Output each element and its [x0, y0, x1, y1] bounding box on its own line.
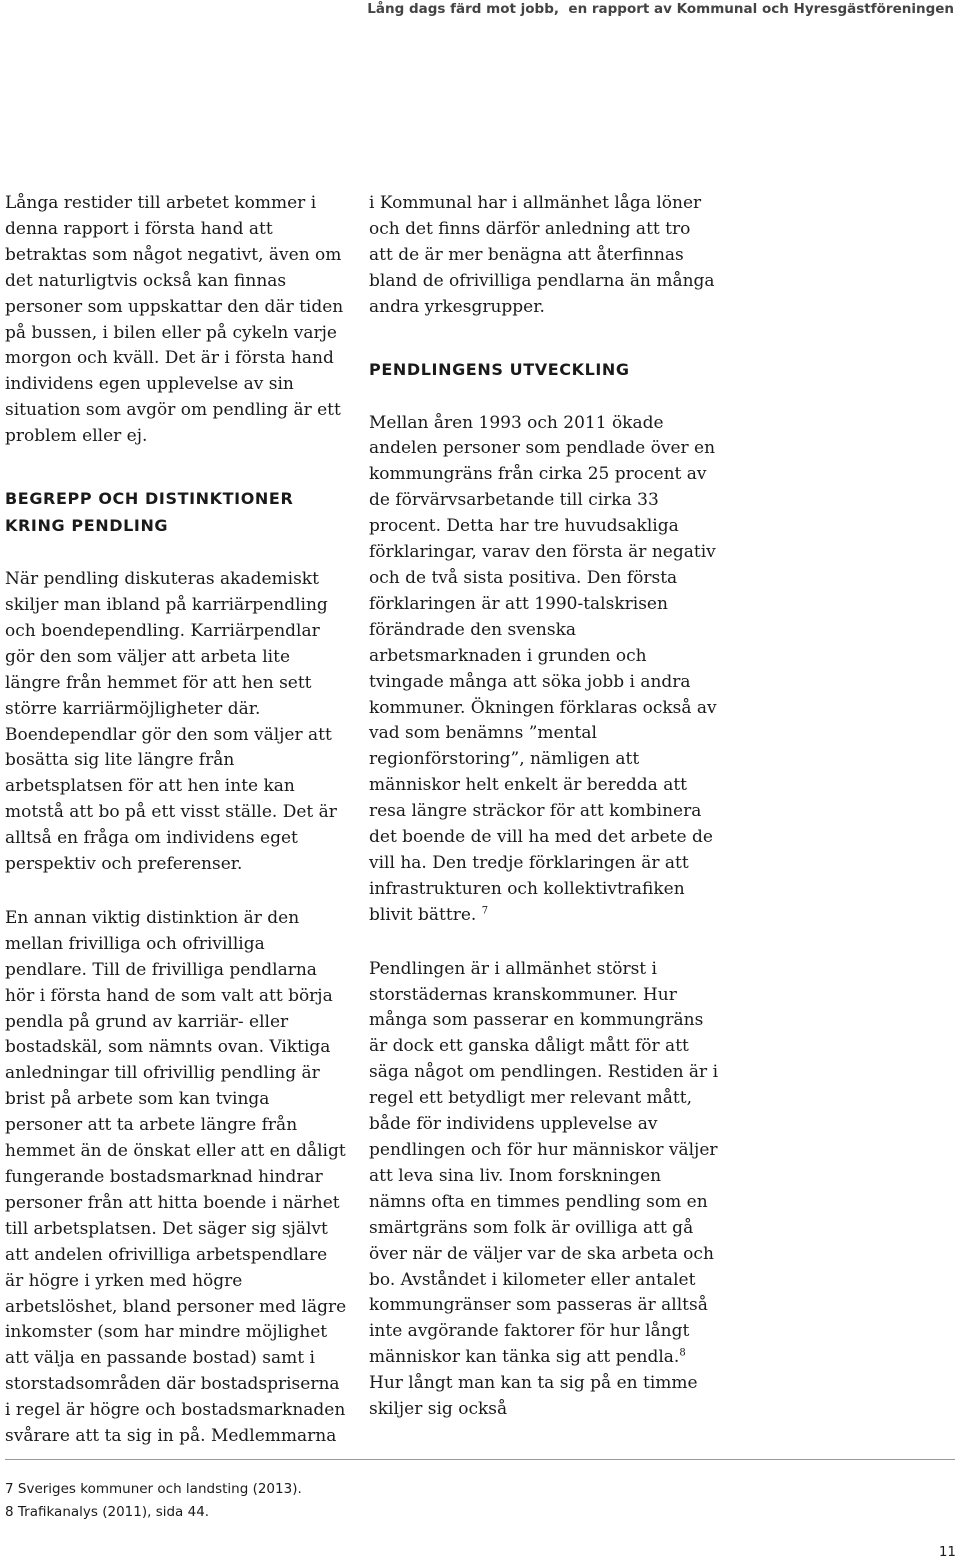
page-number: 11 — [938, 1544, 956, 1560]
paragraph-utveckling — [369, 411, 719, 929]
heading-line-2: KRING PENDLING — [5, 516, 169, 536]
paragraph-kranskommuner — [369, 957, 719, 1423]
section-heading-begrepp — [5, 485, 350, 539]
paragraph-kommunal: i Kommunal har i allmänhet låga löner och det finns därför anledning att tro att de är mer benägna att återfinnas bland de ofrivilliga pendlarna än många andra yrkesgrupper. — [369, 193, 715, 317]
right-column — [369, 191, 719, 1423]
paragraph-frivilliga: En annan viktig distinktion är den mellan frivilliga och ofrivilliga pendlare. Till de frivilliga pendlarna hör i första hand de som valt att börja pendla på grund av karriär- eller bostadskäl, som nämnts ovan. Viktiga anledningar till ofrivillig pendling är brist på arbete som kan tvinga personer att ta arbete längre från hemmet än de önskat eller att en dåligt fungerande bostadsmarknad hindrar personer från att hitta boende i närhet till arbetsplatsen. Det säger sig självt att andelen ofrivilliga arbetspendlare är högre i yrken med högre arbetslöshet, bland personer med lägre inkomster (som har mindre möjlighet att välja en passande bostad) samt i storstadsområden där bostadspriserna i regel är högre och bostadsmarknaden svårare att ta sig in på. Medlemmarna — [5, 907, 347, 1447]
footnotes — [5, 1478, 302, 1524]
section-heading-utveckling: PENDLINGENS UTVECKLING — [369, 359, 630, 379]
footnote-ref-8[interactable]: 8 — [679, 1347, 686, 1359]
left-column — [5, 191, 350, 1450]
footnote-8: 8 Trafikanalys (2011), sida 44. — [5, 1504, 210, 1520]
paragraph-karriarpendling: När pendling diskuteras akademiskt skiljer man ibland på karriärpendling och boendependling. Karriärpendlar gör den som väljer att arbeta lite längre från hemmet för att hen sett större karriärmöjligheter där. Boendependlar gör den som väljer att bosätta sig lite längre från arbetsplatsen för att hen inte kan motstå att bo på ett visst ställe. Det är alltså en fråga om individens eget perspektiv och preferenser. — [5, 569, 337, 875]
footnote-7: 7 Sveriges kommuner och landsting (2013). — [5, 1481, 302, 1497]
footnote-ref-7[interactable]: 7 — [481, 905, 489, 917]
footnote-divider — [5, 1459, 955, 1460]
heading-line-1: BEGREPP OCH DISTINKTIONER — [5, 489, 294, 509]
paragraph-kranskommuner-text: Pendlingen är i allmänhet störst i storstädernas kranskommuner. Hur många som passerar en kommungräns är dock ett ganska dåligt mått för att säga något om pendlingen. Restiden är i regel ett betydligt mer relevant mått, både för individens upplevelse av pendlingen och för hur människor väljer att leva sina liv. Inom forskningen nämns ofta en timmes pendling som en smärtgräns som folk är ovilliga att gå över när de väljer var de ska arbeta och bo. Avståndet i kilometer eller antalet kommungränser som passeras är alltså inte avgörande faktorer för hur långt människor kan tänka sig att pendla. — [369, 958, 719, 1368]
intro-paragraph: Långa restider till arbetet kommer i denna rapport i första hand att betraktas som något negativt, även om det naturligtvis också kan finnas personer som uppskattar den där tiden på bussen, i bilen eller på cykeln varje morgon och kväll. Det är i första hand individens egen upplevelse av sin situation som avgör om pendling är ett problem eller ej. — [5, 193, 344, 447]
running-header: Lång dags färd mot jobb, en rapport av Kommunal och Hyresgästföreningen — [367, 1, 954, 17]
paragraph-kranskommuner-cont: Hur långt man kan ta sig på en timme skiljer sig också — [369, 1373, 698, 1420]
paragraph-utveckling-text: Mellan åren 1993 och 2011 ökade andelen personer som pendlade över en kommungräns från cirka 25 procent av de förvärvsarbetande till cirka 33 procent. Detta har tre huvudsakliga förklaringar, varav den första är negativ och de två sista positiva. Den första förklaringen är att 1990-talskrisen förändrade den svenska arbetsmarknaden i grunden och tvingade många att söka jobb i andra kommuner. Ökningen förklaras också av vad som benämns ”mental regionförstoring”, nämligen att människor helt enkelt är beredda att resa längre sträckor för att kombinera det boende de vill ha med det arbete de vill ha. Den tredje förklaringen är att infrastrukturen och kollektivtrafiken blivit bättre. — [369, 412, 717, 925]
